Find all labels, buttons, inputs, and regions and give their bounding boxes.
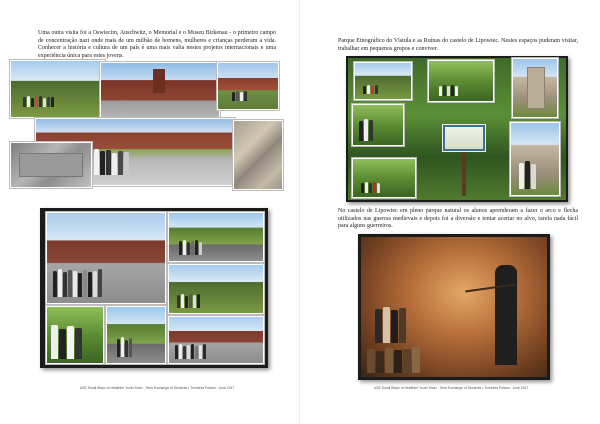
right-castle-text: No castelo de Lipowiec em pleno parque natural os alunos aprenderam a fazer o arco e flecha utilizados nas guerras medievais e depois foi a diversão e tentar acertar no alvo, tarefa nada fácil para alguns guerreiros. xyxy=(338,208,578,230)
photo-group-by-fence xyxy=(106,306,166,364)
photo-auschwitz-gate-tower xyxy=(100,62,220,124)
left-footer: ASE Small Steps to Healthier Youth Short - Term Exchange of Students • Trzebinia Poland - June 2017 xyxy=(80,386,235,390)
photo-students-forest xyxy=(352,104,404,146)
photo-students-under-trees xyxy=(168,264,264,314)
photo-students-portrait xyxy=(46,306,104,364)
photo-info-sign xyxy=(442,124,486,152)
photo-group-near-buildings xyxy=(10,60,105,118)
photo-students-ruins xyxy=(510,122,560,196)
photo-group-forest-path xyxy=(352,158,416,198)
photo-memorial-plaque xyxy=(10,142,92,188)
right-footer: ASE Small Steps to Healthier Youth Short - Term Exchange of Students • Trzebinia Poland - June 2017 xyxy=(374,386,529,390)
photo-park-field xyxy=(354,62,412,100)
right-page xyxy=(300,0,600,424)
photo-park-group xyxy=(428,60,494,102)
left-intro-text: Uma outra visita foi a Oswiecim, Auschwitz, o Memorial e o Museu Birkenau - o primeiro campo de concentração nazi onde mais de um milhão de homens, mulheres e crianças perderam a vida. Conhecer a história e cultura de um país é uma mais valia nestes projetos internacionais e uma experiência única para estes jovens. xyxy=(38,30,276,59)
photo-group-at-camp-building xyxy=(168,316,264,364)
photo-exhibit-detail xyxy=(233,120,283,190)
photo-castle-tower xyxy=(512,58,558,118)
right-intro-text: Parque Etnográfico do Vístula e as Ruínas do castelo de Lipowiec. Nestes espaços puderam visitar, trabalhar em pequenos grupos e conviver. xyxy=(338,38,578,52)
photo-group-on-path xyxy=(168,212,264,262)
photo-group-on-grass xyxy=(217,62,279,110)
photo-group-at-barracks xyxy=(46,212,166,304)
sign-post xyxy=(462,152,466,196)
photo-archery-cellar xyxy=(361,237,547,377)
